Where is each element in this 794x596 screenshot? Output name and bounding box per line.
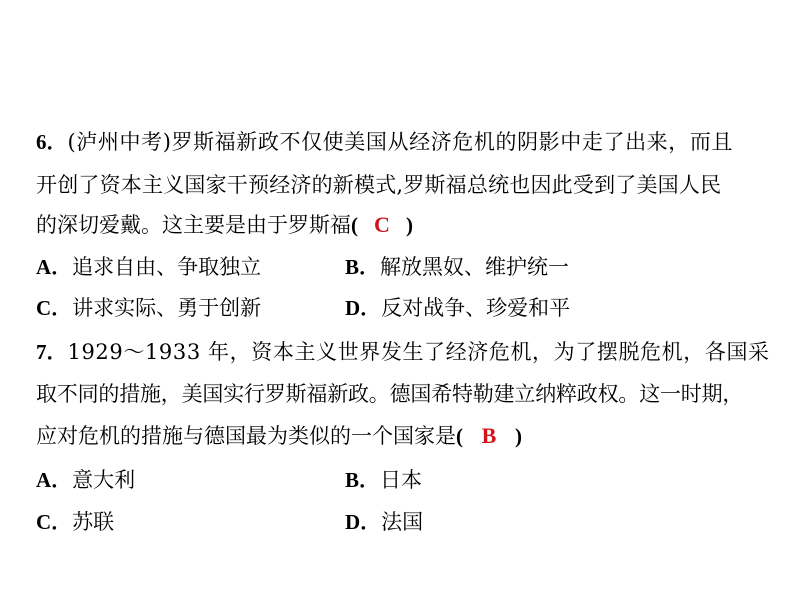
q6-line-2 [36,171,721,199]
q7-option-b-text: 日本 [380,468,423,492]
q6-number: 6． [36,130,68,154]
q7-option-d [345,508,423,536]
q6-option-d-text: 反对战争、珍爱和平 [381,296,571,320]
q6-paren-open: ( [351,213,358,237]
q7-paren-open: ( [456,424,463,448]
q6-option-b [345,253,569,281]
q6-stem-line-1: (泸州中考)罗斯福新政不仅使美国从经济危机的阴影中走了出来，而且 [67,130,734,154]
q7-option-a-letter: A． [36,468,73,492]
q7-option-c [36,508,114,536]
q7-line-1 [36,338,770,366]
q6-option-b-letter: B． [345,255,381,279]
q6-paren-close: ) [406,213,413,237]
q6-option-a [36,253,261,281]
q7-line-2 [36,380,743,408]
q7-number: 7． [36,340,68,364]
q7-option-a [36,466,135,494]
q6-answer: C [374,212,390,237]
q7-paren-close: ) [515,424,522,448]
q6-option-c-letter: C． [36,296,73,320]
q7-stem-line-3: 应对危机的措施与德国最为类似的一个国家是 [36,424,456,448]
q6-stem-line-2: 开创了资本主义国家干预经济的新模式,罗斯福总统也因此受到了美国人民 [36,173,722,197]
q6-option-a-text: 追求自由、争取独立 [72,255,262,279]
q6-option-c-text: 讲求实际、勇于创新 [72,296,262,320]
q6-line-1 [36,128,733,156]
q7-stem-line-2: 取不同的措施，美国实行罗斯福新政。德国希特勒建立纳粹政权。这一时期， [36,382,744,406]
q7-option-a-text: 意大利 [72,468,136,492]
q7-stem-line-1: 1929～1933 年，资本主义世界发生了经济危机，为了摆脱危机，各国采 [67,340,770,364]
q7-option-d-letter: D． [345,510,382,534]
q6-stem-line-3: 的深切爱戴。这主要是由于罗斯福 [36,213,351,237]
q7-option-c-letter: C． [36,510,73,534]
q6-option-a-letter: A． [36,255,73,279]
q7-option-c-text: 苏联 [72,510,115,534]
q7-option-d-text: 法国 [381,510,424,534]
q6-option-c [36,294,261,322]
q7-line-3 [36,422,522,450]
q7-answer: B [481,423,497,448]
q7-option-b-letter: B． [345,468,381,492]
q6-option-d [345,294,570,322]
q7-option-b [345,466,422,494]
q6-option-b-text: 解放黑奴、维护统一 [380,255,570,279]
q6-line-3 [36,211,413,239]
q6-option-d-letter: D． [345,296,382,320]
